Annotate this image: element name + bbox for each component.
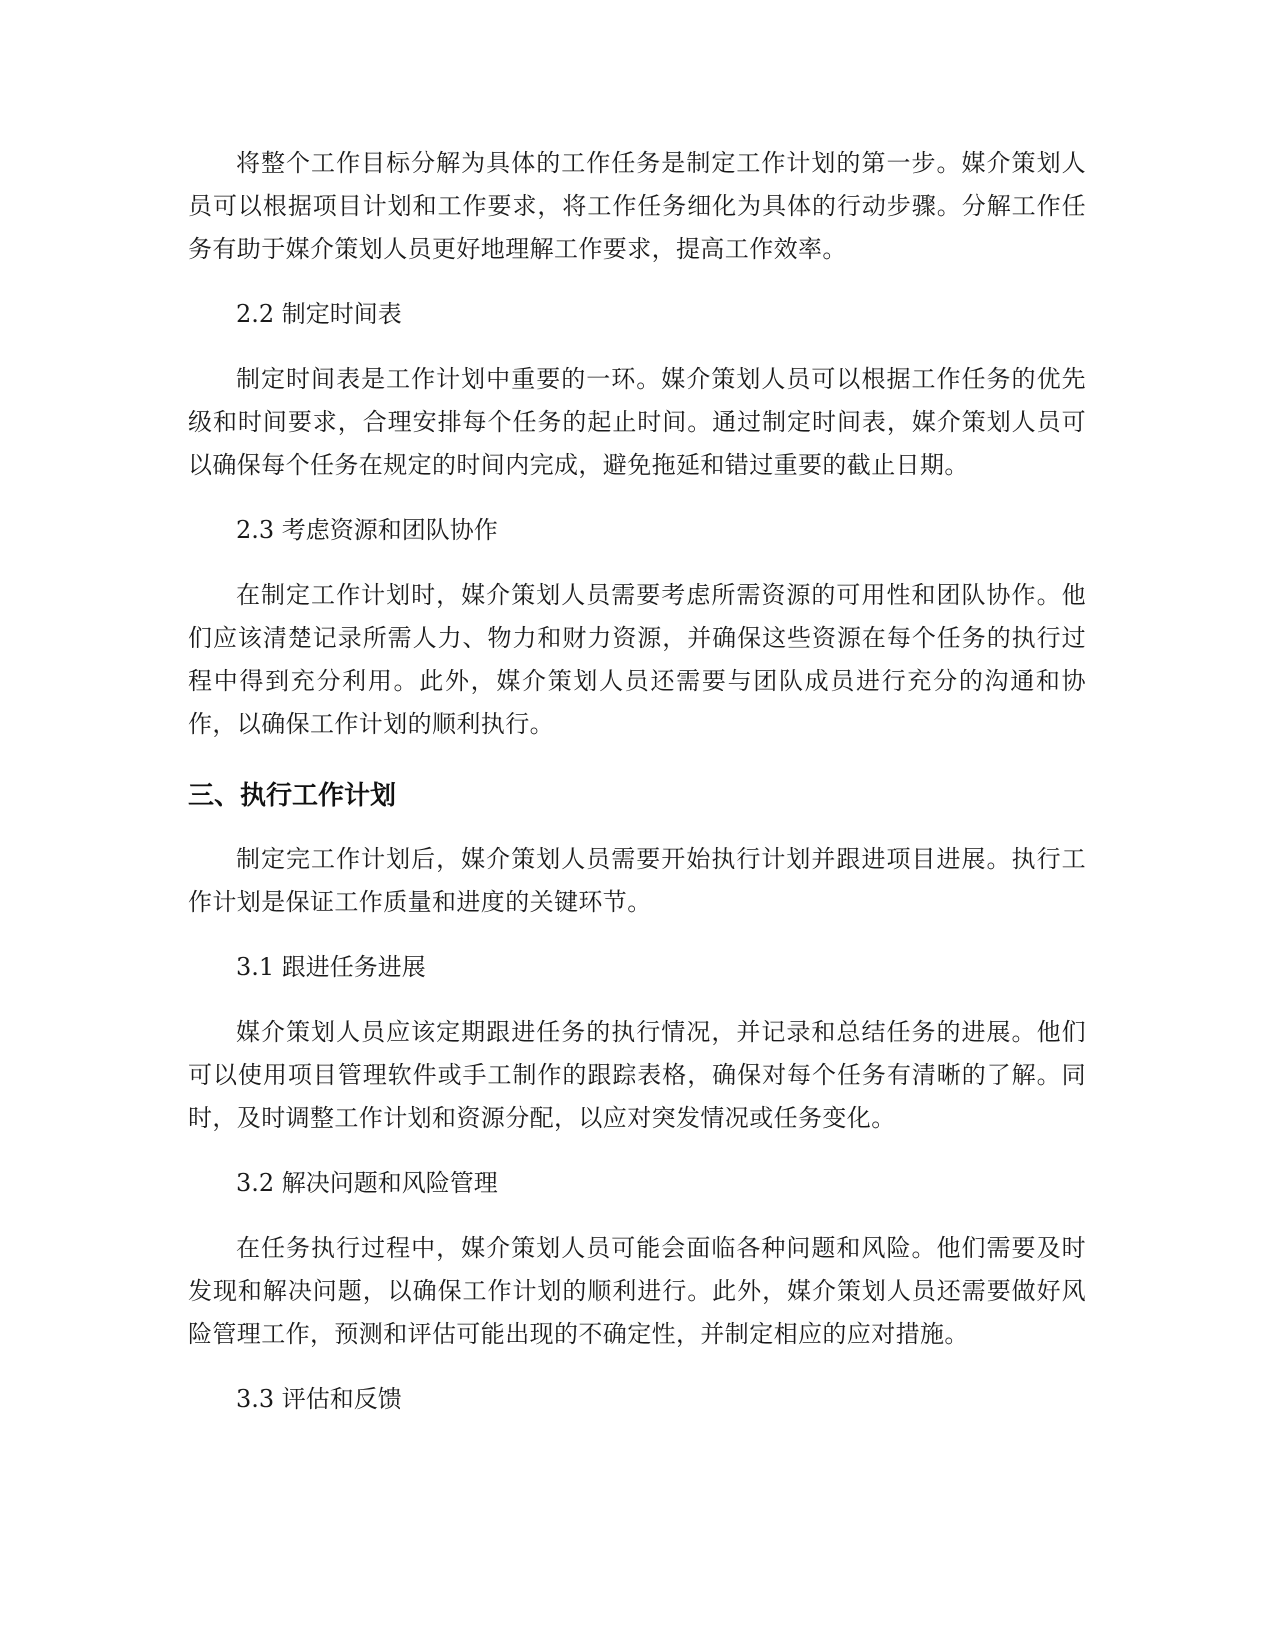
paragraph: 媒介策划人员应该定期跟进任务的执行情况，并记录和总结任务的进展。他们可以使用项目管理软件或手工制作的跟踪表格，确保对每个任务有清晰的了解。同时，及时调整工作计划和资源分配，以应对突发情况或任务变化。 xyxy=(188,1018,1086,1132)
document-page xyxy=(188,142,1086,1443)
subsection-heading: 3.3 评估和反馈 xyxy=(236,1385,402,1413)
subsection-heading: 2.2 制定时间表 xyxy=(236,300,402,328)
subsection-heading: 3.2 解决问题和风险管理 xyxy=(236,1169,498,1197)
subsection-heading: 2.3 考虑资源和团队协作 xyxy=(236,516,498,544)
paragraph: 制定完工作计划后，媒介策划人员需要开始执行计划并跟进项目进展。执行工作计划是保证工作质量和进度的关键环节。 xyxy=(188,845,1086,916)
paragraph: 制定时间表是工作计划中重要的一环。媒介策划人员可以根据工作任务的优先级和时间要求，合理安排每个任务的起止时间。通过制定时间表，媒介策划人员可以确保每个任务在规定的时间内完成，避免拖延和错过重要的截止日期。 xyxy=(188,365,1086,479)
section-heading: 三、执行工作计划 xyxy=(188,781,397,811)
paragraph: 在制定工作计划时，媒介策划人员需要考虑所需资源的可用性和团队协作。他们应该清楚记录所需人力、物力和财力资源，并确保这些资源在每个任务的执行过程中得到充分利用。此外，媒介策划人员还需要与团队成员进行充分的沟通和协作，以确保工作计划的顺利执行。 xyxy=(188,581,1086,738)
paragraph: 将整个工作目标分解为具体的工作任务是制定工作计划的第一步。媒介策划人员可以根据项目计划和工作要求，将工作任务细化为具体的行动步骤。分解工作任务有助于媒介策划人员更好地理解工作要求，提高工作效率。 xyxy=(188,149,1086,263)
paragraph: 在任务执行过程中，媒介策划人员可能会面临各种问题和风险。他们需要及时发现和解决问题，以确保工作计划的顺利进行。此外，媒介策划人员还需要做好风险管理工作，预测和评估可能出现的不确定性，并制定相应的应对措施。 xyxy=(188,1234,1086,1348)
subsection-heading: 3.1 跟进任务进展 xyxy=(236,953,426,981)
